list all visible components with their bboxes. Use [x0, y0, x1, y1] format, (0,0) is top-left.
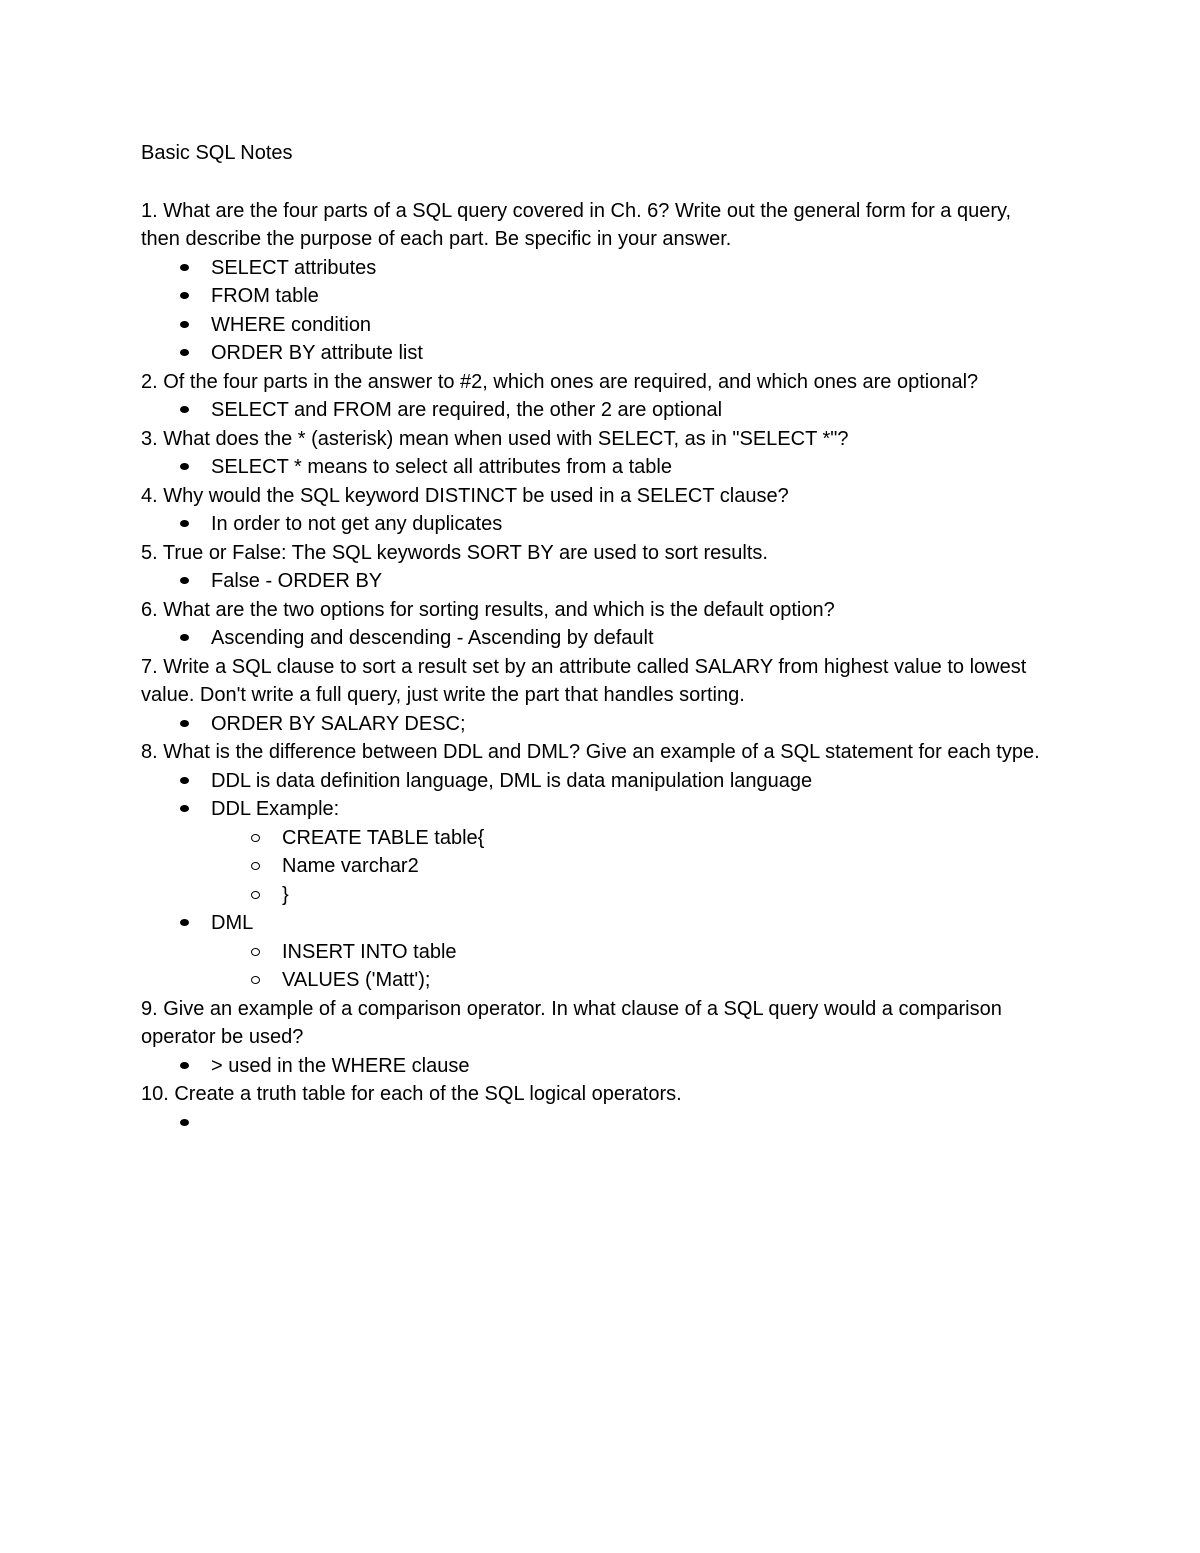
answer-item: DDL Example: CREATE TABLE table{ Name varchar2 }	[211, 795, 1051, 909]
question-9: 9. Give an example of a comparison operator. In what clause of a SQL query would a comparison operator be used?	[141, 997, 1002, 1048]
bullet-disc-icon	[180, 634, 189, 641]
bullet-disc-icon	[180, 292, 189, 299]
bullet-disc-icon	[180, 919, 189, 926]
bullet-disc-icon	[180, 406, 189, 413]
sub-answer-item: CREATE TABLE table{	[282, 824, 1051, 853]
answer-list-1	[141, 254, 1051, 368]
answer-item	[211, 1109, 1051, 1138]
bullet-disc-icon	[180, 1062, 189, 1069]
answer-item: DML INSERT INTO table VALUES ('Matt');	[211, 909, 1051, 995]
bullet-circle-icon	[251, 948, 260, 956]
answer-item: WHERE condition	[211, 311, 1051, 340]
bullet-disc-icon	[180, 321, 189, 328]
bullet-circle-icon	[251, 862, 260, 870]
answer-item: SELECT * means to select all attributes from a table	[211, 453, 1051, 482]
question-10: 10. Create a truth table for each of the SQL logical operators.	[141, 1083, 682, 1105]
sub-answer-item: INSERT INTO table	[282, 938, 1051, 967]
question-7: 7. Write a SQL clause to sort a result set by an attribute called SALARY from highest value to lowest value. Don't write a full query, just write the part that handles sorting.	[141, 655, 1027, 706]
answer-item: SELECT and FROM are required, the other 2 are optional	[211, 396, 1051, 425]
answer-item: DDL is data definition language, DML is data manipulation language	[211, 767, 1051, 796]
answer-item: In order to not get any duplicates	[211, 510, 1051, 539]
bullet-disc-icon	[180, 264, 189, 271]
question-2: 2. Of the four parts in the answer to #2, which ones are required, and which ones are optional?	[141, 370, 979, 393]
answer-list-10	[141, 1109, 1051, 1138]
question-1: 1. What are the four parts of a SQL query covered in Ch. 6? Write out the general form for a query, then describe the purpose of each part. Be specific in your answer.	[141, 199, 1012, 250]
question-5: 5. True or False: The SQL keywords SORT BY are used to sort results.	[141, 541, 768, 564]
sub-answer-item: Name varchar2	[282, 852, 1051, 881]
answer-item: ORDER BY attribute list	[211, 339, 1051, 368]
answer-item: SELECT attributes	[211, 254, 1051, 283]
bullet-circle-icon	[251, 976, 260, 984]
answer-item: False - ORDER BY	[211, 567, 1051, 596]
answer-list-4	[141, 510, 1051, 539]
ddl-example-list	[211, 824, 1051, 910]
bullet-disc-icon	[180, 463, 189, 470]
bullet-circle-icon	[251, 891, 260, 899]
answer-item: Ascending and descending - Ascending by default	[211, 624, 1051, 653]
answer-list-3	[141, 453, 1051, 482]
bullet-disc-icon	[180, 520, 189, 527]
bullet-disc-icon	[180, 349, 189, 356]
bullet-disc-icon	[180, 577, 189, 584]
answer-list-5	[141, 567, 1051, 596]
answer-item: ORDER BY SALARY DESC;	[211, 710, 1051, 739]
sub-answer-item: VALUES ('Matt');	[282, 966, 1051, 995]
answer-list-8	[141, 767, 1051, 995]
question-3: 3. What does the * (asterisk) mean when used with SELECT, as in "SELECT *"?	[141, 427, 849, 450]
bullet-disc-icon	[180, 777, 189, 784]
document-title: Basic SQL Notes	[141, 142, 293, 164]
question-6: 6. What are the two options for sorting results, and which is the default option?	[141, 598, 835, 621]
document-body	[141, 139, 1051, 1137]
answer-item: > used in the WHERE clause	[211, 1052, 1051, 1081]
bullet-disc-icon	[180, 805, 189, 812]
answer-list-2	[141, 396, 1051, 425]
answer-item: FROM table	[211, 282, 1051, 311]
sub-answer-item: }	[282, 881, 1051, 910]
question-8: 8. What is the difference between DDL and DML? Give an example of a SQL statement for each type.	[141, 741, 1040, 763]
question-4: 4. Why would the SQL keyword DISTINCT be used in a SELECT clause?	[141, 484, 789, 507]
answer-list-9	[141, 1052, 1051, 1081]
bullet-circle-icon	[251, 834, 260, 842]
dml-example-list	[211, 938, 1051, 995]
answer-list-7	[141, 710, 1051, 739]
bullet-disc-icon	[180, 1119, 189, 1126]
bullet-disc-icon	[180, 720, 189, 727]
answer-list-6	[141, 624, 1051, 653]
blank-line	[141, 168, 1051, 197]
